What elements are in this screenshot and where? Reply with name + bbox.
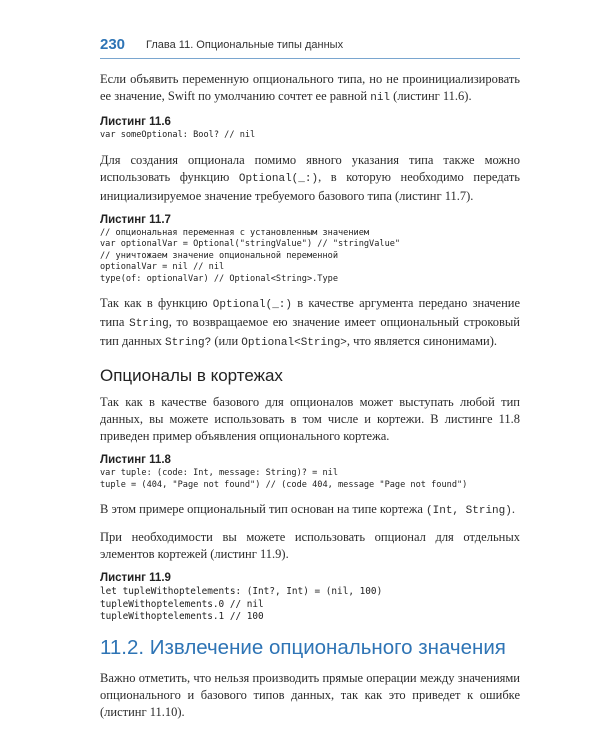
subsection-title: Опционалы в кортежах (100, 366, 283, 385)
code-line: tupleWithoptelements.0 // nil (100, 598, 264, 610)
code-line: // опциональная переменная с установленным значением (100, 227, 370, 238)
text-run: , то возвращаемое ею значение имеет опциональный строковый тип данных (100, 315, 520, 348)
code-line: optionalVar = nil // nil (100, 262, 225, 272)
code-line: var tuple: (code: Int, message: String)? = nil (100, 468, 338, 478)
page-body (100, 71, 520, 730)
text-run: , в которую необходимо передать инициализируемое значение требуемого базового типа (листинг 11.7). (100, 169, 520, 203)
code-line: var someOptional: Bool? // nil (100, 130, 256, 140)
page-header (100, 36, 520, 59)
inline-code: String (129, 318, 169, 330)
section-title: 11.2. Извлечение опционального значения (100, 635, 506, 659)
listing-11-9-code (100, 586, 520, 624)
paragraph-tuple-example (100, 501, 520, 520)
inline-code: String? (165, 337, 212, 349)
paragraph-unwrapping: Важно отметить, что нельзя производить прямые операции между значениями опционального и базового типов данных, так как это приведет к ошибке (листинг 11.10). (100, 670, 520, 719)
text-run: в качестве аргумента передано значение типа (100, 296, 521, 329)
paragraph-optional-function (100, 152, 520, 205)
page-number: 230 (100, 36, 126, 53)
inline-code: (Int, String) (426, 505, 512, 517)
text-run: Если объявить переменную опционального типа, но не проинициализировать ее значение, Swift по умолчанию сочтет ее равной (100, 72, 520, 103)
paragraph-uninitialized-optional (100, 71, 520, 107)
code-line: tupleWithoptelements.1 // 100 (100, 611, 264, 622)
text-run: Так как в функцию (100, 296, 213, 310)
text-run: В этом примере опциональный тип основан на типе кортежа (100, 502, 427, 516)
code-line: let tupleWithoptelements: (Int?, Int) = (nil, 100) (100, 586, 383, 597)
paragraph-tuple-elements: При необходимости вы можете использовать опционал для отдельных элементов кортежей (листинг 11.9). (100, 530, 520, 561)
inline-code: Optional(_:) (212, 299, 293, 311)
text-run: , что является синонимами). (346, 334, 497, 348)
inline-code: Optional(_:) (238, 172, 319, 185)
inline-code: Optional<String> (241, 337, 347, 349)
text-run: (листинг 11.6). (390, 89, 472, 103)
text-run: . (511, 502, 515, 516)
listing-11-6-code (100, 130, 520, 142)
listing-11-7-title: Листинг 11.7 (100, 213, 171, 226)
paragraph-string-type (100, 295, 520, 352)
chapter-title: Глава 11. Опциональные типы данных (146, 39, 344, 51)
inline-code: nil (370, 92, 391, 104)
listing-11-9-title: Листинг 11.9 (100, 572, 171, 584)
listing-11-6-title: Листинг 11.6 (100, 116, 171, 128)
listing-11-8-code (100, 468, 520, 491)
paragraph-tuples-intro: Так как в качестве базового для опционалов может выступать любой тип данных, вы можете использовать в том числе и кортежи. В листинге 11.8 приведен пример объявления опционального кортежа. (100, 395, 520, 443)
listing-11-7-code (100, 228, 520, 286)
text-run: (или (211, 334, 242, 348)
code-line: tuple = (404, "Page not found") // (code 404, message "Page not found") (100, 479, 468, 490)
code-line: // уничтожаем значение опциональной переменной (100, 250, 338, 261)
listing-11-8-title: Листинг 11.8 (100, 454, 171, 466)
code-line: var optionalVar = Optional("stringValue") // "stringValue" (100, 239, 401, 249)
code-line: type(of: optionalVar) // Optional<String>.Type (100, 273, 338, 284)
text-run: Для создания опционала помимо явного указания типа также можно использовать функцию (100, 152, 520, 184)
